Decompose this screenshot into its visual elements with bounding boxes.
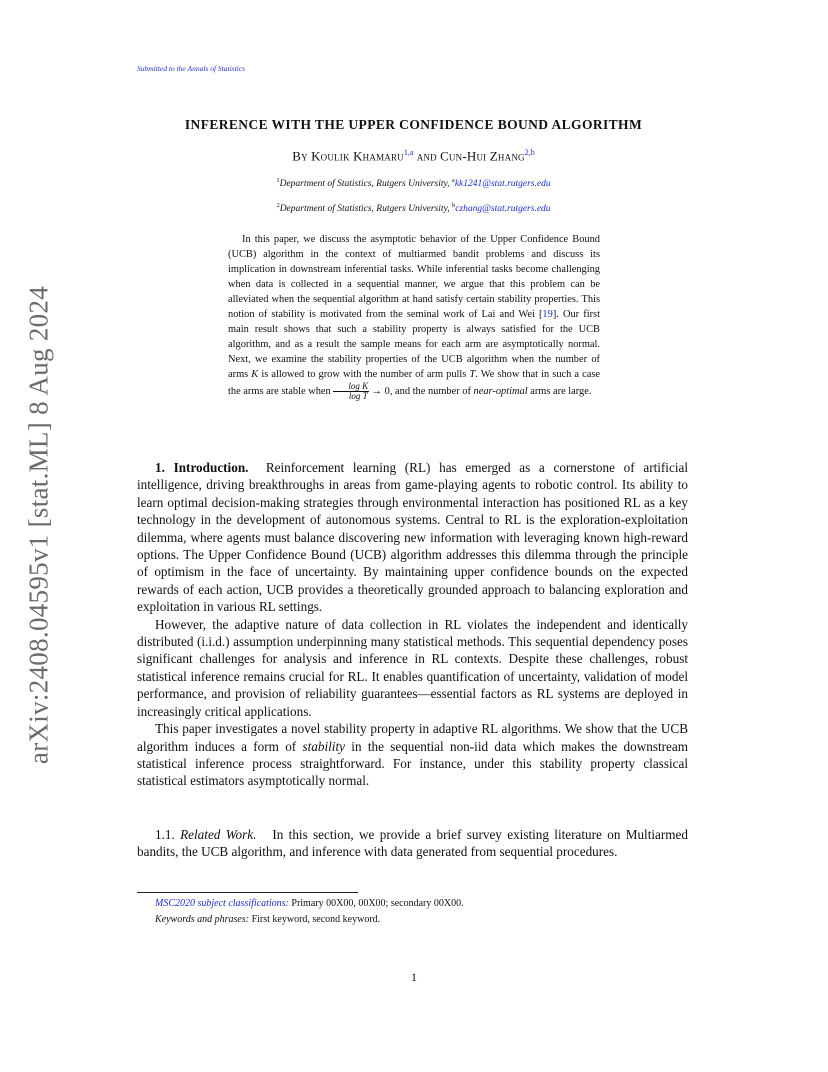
variable-k: K <box>251 369 259 380</box>
page-number: 1 <box>411 970 417 984</box>
intro-paragraph-3 <box>137 720 688 790</box>
and-label: and <box>416 148 437 164</box>
subsection-number: 1.1. <box>155 827 175 842</box>
msc-codes: Primary 00X00, 00X00; secondary 00X00. <box>291 898 464 909</box>
intro-paragraph-1 <box>137 459 688 616</box>
section-related-work <box>137 826 688 861</box>
intro-paragraph-1-text: Reinforcement learning (RL) has emerged as a cornerstone of artificial intelligence, driving breakthroughs in areas from game-playing agents to robotic control. Its ability to learn optimal decision-making strategies through environmental interaction has positioned RL as a key technology in the development of autonomous systems. Central to RL is the exploration-exploitation dilemma, where agents must balance discovering new information with leveraging known high-reward options. The Upper Confidence Bound (UCB) algorithm addresses this dilemma through the principle of optimism in the face of uncertainty. By maintaining upper confidence bounds on the expected rewards of each action, UCB provides a theoretically grounded approach to balancing exploration and exploitation in various RL settings. <box>137 460 689 615</box>
footnote-msc <box>155 898 464 909</box>
abstract-text-3: is allowed to grow with the number of arm pulls <box>258 369 470 380</box>
author-line <box>137 148 690 164</box>
fraction-denominator: log T <box>348 391 368 401</box>
affiliation-1 <box>137 177 690 189</box>
affiliation-2-email[interactable]: czhang@stat.rutgers.edu <box>455 204 551 215</box>
affiliation-1-email-marker: a <box>451 177 455 184</box>
footnote-divider <box>137 892 358 893</box>
subsection-heading-related-work: Related Work. <box>180 827 257 842</box>
affiliation-1-number: 1 <box>276 177 280 184</box>
stability-term: stability <box>302 738 345 754</box>
citation-link[interactable]: 19 <box>542 309 553 320</box>
near-optimal-term: near-optimal <box>473 385 528 397</box>
intro-paragraph-3-text-2: in the sequential non-iid data which makes the downstream statistical inference process straightforward. For instance, under this stability property classical statistical estimators asymptotically normal. <box>137 738 688 789</box>
abstract-text-2: ]. Our first main result shows that such a stability property is always satisfied for the UCB algorithm, and as a result the sample means for each arm are asymptotically normal. Next, we examine the stability properties of the UCB algorithm when the number of arms <box>228 309 600 380</box>
related-work-text: In this section, we provide a brief survey existing literature on Multiarmed bandits, the UCB algorithm, and inference with data generated from sequential procedures. <box>137 827 689 860</box>
paper-title: INFERENCE WITH THE UPPER CONFIDENCE BOUND ALGORITHM <box>184 117 643 132</box>
arxiv-identifier <box>22 283 56 767</box>
author-name-1: Koulik Khamaru <box>311 148 404 164</box>
author-2-marker[interactable]: 2,b <box>524 148 535 157</box>
affiliation-2-dept: Department of Statistics, Rutgers University, <box>279 204 450 215</box>
intro-paragraph-2: However, the adaptive nature of data collection in RL violates the independent and identically distributed (i.i.d.) assumption underpinning many statistical methods. This sequential dependency poses significant challenges for analysis and inference in RL contexts. Despite these challenges, robust statistical inference remains crucial for RL. It enables quantification of uncertainty, validation of model performance, and provision of reliability guarantees—essential factors as RL systems are deployed in increasingly critical applications. <box>137 616 688 719</box>
affiliation-2-number: 2 <box>276 202 280 209</box>
abstract-text-4: . We show that in such a case the arms are stable when <box>228 369 600 397</box>
abstract-text-5: → 0, and the number of <box>369 385 474 397</box>
affiliation-1-email[interactable]: kk1241@stat.rutgers.edu <box>454 179 551 190</box>
author-1-marker[interactable]: 1,a <box>403 148 414 157</box>
author-name-2: Cun-Hui Zhang <box>440 148 525 164</box>
related-work-paragraph <box>137 826 688 861</box>
by-label: By <box>292 148 308 164</box>
section-introduction <box>137 459 688 790</box>
fraction-numerator: log K <box>333 382 369 392</box>
abstract-text-1: In this paper, we discuss the asymptotic behavior of the Upper Confidence Bound (UCB) algorithm in the context of multiarmed bandit problems and discuss its implication in downstream inferential tasks. While inferential tasks become challenging when data is collected in a sequential manner, we argue that this problem can be alleviated when the sequential algorithm at hand satisfy certain stability properties. This notion of stability is motivated from the seminal work of Lai and Wei [ <box>228 234 600 320</box>
section-heading-introduction: 1. Introduction. <box>155 460 249 475</box>
affiliation-2 <box>137 202 690 214</box>
abstract-text-6: arms are large. <box>527 385 592 397</box>
journal-submission-note: Submitted to the Annals of Statistics <box>137 64 245 73</box>
footnote-keywords <box>155 914 380 925</box>
arxiv-identifier-text: arXiv:2408.04595v1 [stat.ML] 8 Aug 2024 <box>23 285 54 765</box>
affiliation-1-dept: Department of Statistics, Rutgers University, <box>279 179 450 190</box>
keywords-text: First keyword, second keyword. <box>251 914 381 925</box>
variable-t: T <box>469 369 476 380</box>
log-ratio-fraction <box>333 382 369 401</box>
msc-label-link[interactable]: MSC2020 subject classifications: <box>155 898 289 909</box>
keywords-label: Keywords and phrases: <box>155 914 250 925</box>
affiliation-2-email-marker: b <box>452 202 456 209</box>
abstract <box>228 232 600 401</box>
intro-paragraph-3-text-1: This paper investigates a novel stability property in adaptive RL algorithms. We show that the UCB algorithm induces a form of <box>137 721 688 754</box>
